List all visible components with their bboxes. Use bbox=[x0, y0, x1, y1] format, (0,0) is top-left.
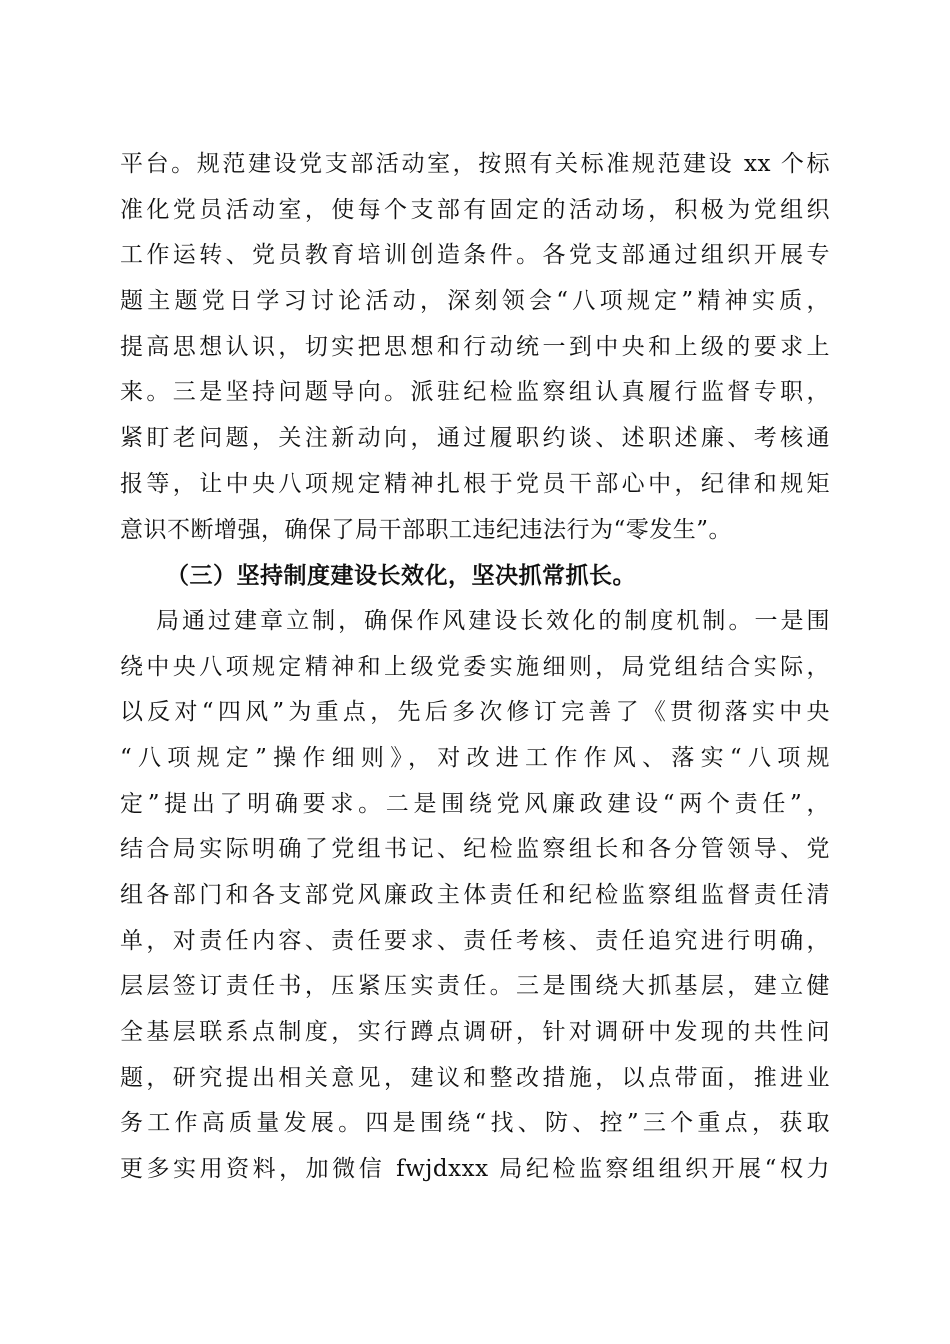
text-line: 提高思想认识，切实把思想和行动统一到中央和上级的要求上 bbox=[120, 333, 830, 360]
text-line: 题主题党日学习讨论活动，深刻领会“八项规定”精神实质， bbox=[120, 288, 830, 315]
paragraph-section-three bbox=[120, 599, 830, 1193]
document-body bbox=[120, 142, 830, 1193]
text-line: 工作运转、党员教育培训创造条件。各党支部通过组织开展专 bbox=[120, 242, 830, 269]
text-line: 务工作高质量发展。四是围绕“找、防、控”三个重点，获取 bbox=[120, 1110, 830, 1137]
text-line: 定”提出了明确要求。二是围绕党风廉政建设“两个责任”， bbox=[120, 790, 830, 817]
text-line: 绕中央八项规定精神和上级党委实施细则，局党组结合实际， bbox=[120, 653, 830, 680]
text-line: 紧盯老问题，关注新动向，通过履职约谈、述职述廉、考核通 bbox=[120, 425, 830, 452]
text-line: 局通过建章立制，确保作风建设长效化的制度机制。一是围 bbox=[156, 607, 830, 634]
section-heading-text: （三）坚持制度建设长效化，坚决抓常抓长。 bbox=[166, 562, 636, 590]
text-line: 全基层联系点制度，实行蹲点调研，针对调研中发现的共性问 bbox=[120, 1019, 830, 1046]
text-line: 单，对责任内容、责任要求、责任考核、责任追究进行明确， bbox=[120, 927, 830, 954]
text-line: 组各部门和各支部党风廉政主体责任和纪检监察组监督责任清 bbox=[120, 882, 830, 908]
text-line: 来。三是坚持问题导向。派驻纪检监察组认真履行监督专职， bbox=[120, 379, 830, 406]
text-line: 平台。规范建设党支部活动室，按照有关标准规范建设 xx 个标 bbox=[120, 151, 830, 177]
text-line: 以反对“四风”为重点，先后多次修订完善了《贯彻落实中央 bbox=[120, 699, 830, 726]
text-line: 层层签订责任书，压紧压实责任。三是围绕大抓基层，建立健 bbox=[120, 973, 830, 1000]
text-line: 结合局实际明确了党组书记、纪检监察组长和各分管领导、党 bbox=[120, 836, 830, 863]
text-line: “八项规定”操作细则》，对改进工作作风、落实“八项规 bbox=[120, 744, 830, 771]
text-line: 意识不断增强，确保了局干部职工违纪违法行为“零发生”。 bbox=[120, 516, 733, 543]
paragraph-continuation bbox=[120, 142, 830, 553]
text-line: 题，研究提出相关意见，建议和整改措施，以点带面，推进业 bbox=[120, 1064, 830, 1091]
text-line: 准化党员活动室，使每个支部有固定的活动场，积极为党组织 bbox=[120, 196, 830, 223]
text-line: 更多实用资料，加微信 fwjdxxx 局纪检监察组组织开展“权力 bbox=[120, 1156, 830, 1183]
section-heading bbox=[120, 553, 830, 599]
text-line: 报等，让中央八项规定精神扎根于党员干部心中，纪律和规矩 bbox=[120, 470, 830, 497]
